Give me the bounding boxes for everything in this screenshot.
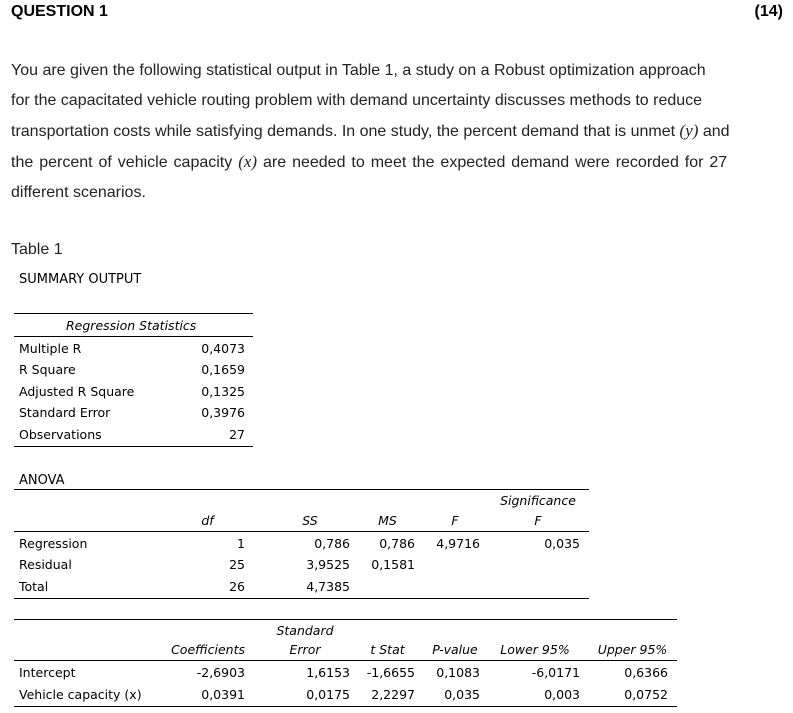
regstat-header-rule [14, 336, 253, 337]
anova-cell-ss: 4,7385 [306, 579, 350, 594]
anova-cell-ss: 0,786 [314, 536, 350, 551]
regstat-label: R Square [19, 362, 76, 377]
anova-header-f: F [451, 513, 459, 528]
regstat-bottom-rule [14, 446, 253, 447]
variable-x: (x) [238, 152, 258, 171]
table-caption: Table 1 [11, 241, 63, 258]
intro-line-3 [11, 116, 781, 147]
intro-line-4 [11, 147, 781, 178]
anova-cell-sig: 0,035 [544, 536, 580, 551]
anova-header-rule [14, 531, 589, 532]
regstat-header: Regression Statistics [66, 318, 197, 333]
coef-cell-t: 2,2297 [371, 687, 415, 702]
intro-line-2: for the capacitated vehicle routing problem with demand uncertainty discusses methods to reduce [11, 92, 703, 109]
coef-cell-t: -1,6655 [366, 665, 415, 680]
coef-row-label: Vehicle capacity (x) [19, 687, 142, 702]
regstat-label: Observations [19, 427, 102, 442]
anova-header-sig: Significance [500, 493, 576, 508]
summary-output-title: SUMMARY OUTPUT [19, 272, 142, 287]
coef-header-rule [14, 660, 677, 661]
coef-cell-lower: -6,0171 [531, 665, 580, 680]
coef-bottom-rule [14, 706, 677, 707]
coef-cell-se: 0,0175 [306, 687, 350, 702]
anova-header-ss: SS [302, 513, 318, 528]
intro-line-1: You are given the following statistical output in Table 1, a study on a Robust optimization approach [11, 62, 706, 79]
coef-cell-p: 0,035 [444, 687, 480, 702]
coef-cell-coef: 0,0391 [201, 687, 245, 702]
regstat-top-rule [14, 313, 253, 314]
anova-cell-f: 4,9716 [436, 536, 480, 551]
regstat-value: 0,4073 [201, 341, 245, 356]
intro-line-4-text: the percent of vehicle capacity [11, 154, 233, 171]
anova-header-sig-f: F [534, 513, 542, 528]
coef-header-p: P-value [432, 642, 478, 657]
coef-cell-se: 1,6153 [306, 665, 350, 680]
question-marks: (14) [754, 3, 783, 20]
regstat-value: 0,1325 [201, 384, 245, 399]
coef-cell-p: 0,1083 [436, 665, 480, 680]
anova-cell-ms: 0,1581 [371, 557, 415, 572]
anova-header-df: df [201, 513, 214, 528]
anova-cell-df: 26 [229, 579, 245, 594]
variable-y: (y) [679, 121, 699, 140]
intro-line-3-end: and [702, 123, 730, 140]
intro-paragraph [11, 56, 781, 208]
coef-cell-coef: -2,6903 [196, 665, 245, 680]
intro-line-5: different scenarios. [11, 184, 146, 201]
regstat-label: Multiple R [19, 341, 82, 356]
regstat-value: 27 [229, 427, 245, 442]
coef-header-lower: Lower 95% [500, 642, 570, 657]
anova-top-rule [14, 489, 589, 490]
coef-cell-upper: 0,0752 [624, 687, 668, 702]
anova-cell-df: 1 [237, 536, 245, 551]
intro-line-3-text: transportation costs while satisfying demands. In one study, the percent demand that is unmet [11, 123, 676, 140]
coef-cell-upper: 0,6366 [624, 665, 668, 680]
regstat-label: Standard Error [19, 405, 111, 420]
coef-header-upper: Upper 95% [597, 642, 668, 657]
anova-row-label: Total [19, 579, 49, 594]
coef-cell-lower: 0,003 [544, 687, 580, 702]
anova-bottom-rule [14, 598, 589, 599]
intro-line-4-end: are needed to meet the expected demand were recorded for 27 [263, 154, 728, 171]
anova-cell-ms: 0,786 [379, 536, 415, 551]
regstat-value: 0,1659 [201, 362, 245, 377]
anova-cell-df: 25 [229, 557, 245, 572]
anova-title: ANOVA [19, 473, 65, 488]
coef-row-label: Intercept [19, 665, 76, 680]
regstat-value: 0,3976 [201, 405, 245, 420]
coef-header-se: Standard [276, 623, 334, 638]
question-title: QUESTION 1 [11, 3, 108, 20]
coef-header-coef: Coefficients [171, 642, 245, 657]
regstat-label: Adjusted R Square [19, 384, 135, 399]
anova-header-ms: MS [378, 513, 397, 528]
coef-header-t: t Stat [370, 642, 405, 657]
anova-row-label: Residual [19, 557, 72, 572]
anova-cell-ss: 3,9525 [306, 557, 350, 572]
coef-header-se-2: Error [289, 642, 321, 657]
coef-top-rule [14, 619, 677, 620]
anova-row-label: Regression [19, 536, 88, 551]
